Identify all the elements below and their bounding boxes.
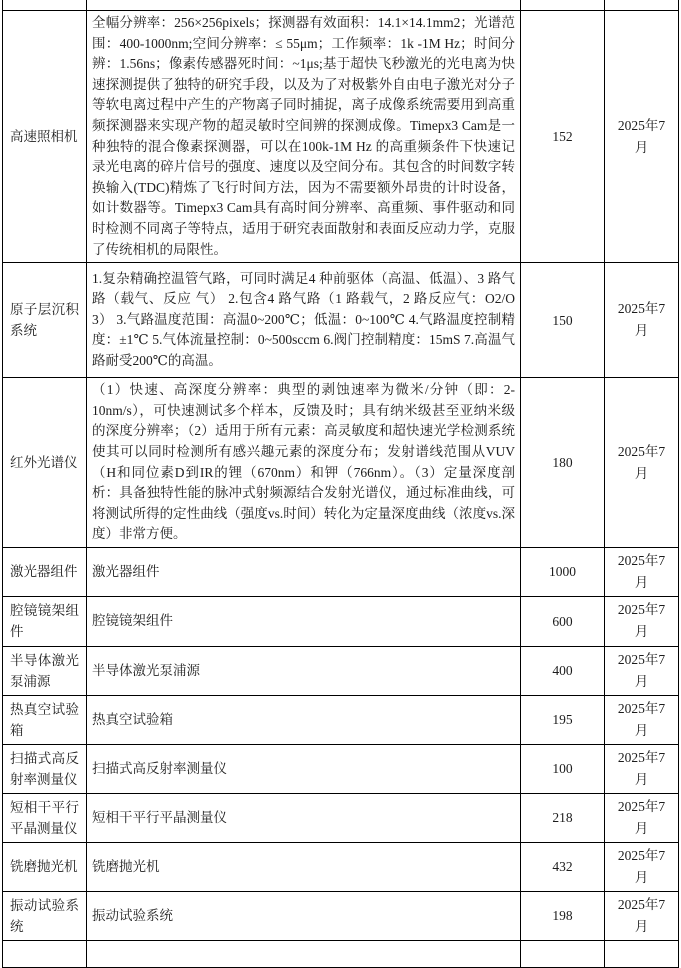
value-cell: 100: [521, 744, 605, 793]
table-row-partial-top: [3, 0, 679, 11]
table-row: [3, 793, 679, 842]
equipment-name-cell: 扫描式高反射率测量仪: [3, 744, 87, 793]
equipment-name-cell: 热真空试验箱: [3, 695, 87, 744]
table-row: [3, 378, 679, 548]
description-cell: 扫描式高反射率测量仪: [87, 744, 521, 793]
description-cell: 1.复杂精确控温管气路，可同时满足4 种前驱体（高温、低温）、3 路气路（载气、反应 气） 2.包含4 路气路（1 路载气，2 路反应气：O2/O 3） 3.气路温度范围：高温0~200℃；低温：0~100℃ 4.气路温度控制精度：±1℃ 5.气体流量控制：0~500sccm 6.阀门控制精度：15mS 7.高温气路耐受200℃的高温。: [87, 263, 521, 378]
table-row: [3, 744, 679, 793]
date-cell: 2025年7月: [605, 842, 679, 891]
description-cell: 热真空试验箱: [87, 695, 521, 744]
description-cell: 腔镜镜架组件: [87, 596, 521, 646]
value-cell: 600: [521, 596, 605, 646]
date-cell: 2025年7月: [605, 596, 679, 646]
description-cell: 短相干平行平晶测量仪: [87, 793, 521, 842]
date-cell: [605, 940, 679, 967]
equipment-name-cell: 铣磨抛光机: [3, 842, 87, 891]
date-cell: 2025年7月: [605, 263, 679, 378]
table-row: [3, 596, 679, 646]
value-cell: [521, 940, 605, 967]
table-row-partial-bottom: [3, 940, 679, 967]
value-cell: 1000: [521, 547, 605, 596]
table-row: [3, 891, 679, 940]
value-cell: 180: [521, 378, 605, 548]
date-cell: 2025年7月: [605, 695, 679, 744]
description-cell: 激光器组件: [87, 547, 521, 596]
value-cell: 198: [521, 891, 605, 940]
equipment-name-cell: 短相干平行平晶测量仪: [3, 793, 87, 842]
equipment-name-cell: 振动试验系统: [3, 891, 87, 940]
equipment-table: [2, 0, 679, 968]
description-cell: 振动试验系统: [87, 891, 521, 940]
description-cell: （1）快速、高深度分辨率：典型的剥蚀速率为微米/分钟（即：2-10nm/s），可快速测试多个样本，反馈及时；具有纳米级甚至亚纳米级的深度分辨率；（2）适用于所有元素：高灵敏度和超快速光学检测系统使其可以同时检测所有感兴趣元素的深度分布；发射谱线范围从VUV（H和同位素D到IR的锂（670nm）和钾（766nm）。（3）定量深度剖析：具备独特性能的脉冲式射频源结合发射光谱仪，通过标准曲线，可将测试所得的定性曲线（强度vs.时间）转化为定量深度曲线（浓度vs.深度）非常方便。: [87, 378, 521, 548]
table-row: [3, 695, 679, 744]
equipment-name-cell: 原子层沉积系统: [3, 263, 87, 378]
table-row: [3, 547, 679, 596]
value-cell: 195: [521, 695, 605, 744]
date-cell: 2025年7月: [605, 646, 679, 695]
table-row: [3, 646, 679, 695]
description-cell: 铣磨抛光机: [87, 842, 521, 891]
value-cell: 400: [521, 646, 605, 695]
equipment-name-cell: 腔镜镜架组件: [3, 596, 87, 646]
date-cell: 2025年7月: [605, 891, 679, 940]
value-cell: 152: [521, 11, 605, 263]
value-cell: 432: [521, 842, 605, 891]
equipment-name-cell: 激光器组件: [3, 547, 87, 596]
equipment-name-cell: 高速照相机: [3, 11, 87, 263]
value-cell: 150: [521, 263, 605, 378]
equipment-name-cell: 红外光谱仪: [3, 378, 87, 548]
description-cell: [87, 940, 521, 967]
date-cell: 2025年7月: [605, 547, 679, 596]
date-cell: 2025年7月: [605, 793, 679, 842]
table-row: [3, 263, 679, 378]
value-cell: 218: [521, 793, 605, 842]
date-cell: 2025年7月: [605, 744, 679, 793]
table-row: [3, 11, 679, 263]
value-cell: [521, 0, 605, 11]
date-cell: [605, 0, 679, 11]
equipment-name-cell: [3, 0, 87, 11]
equipment-name-cell: 半导体激光泵浦源: [3, 646, 87, 695]
equipment-name-cell: [3, 940, 87, 967]
date-cell: 2025年7月: [605, 11, 679, 263]
description-cell: 半导体激光泵浦源: [87, 646, 521, 695]
description-cell: 全幅分辨率：256×256pixels；探测器有效面积：14.1×14.1mm2；光谱范围：400-1000nm;空间分辨率：≤ 55μm；工作频率：1k -1M Hz；时间分辨：1.56ns；像素传感器死时间：~1μs;基于超快飞秒激光的光电离为快速探测提供了独特的研究手段，以及为了对极紫外自由电子激光对分子等软电离过程中产生的产物离子同时捕捉，离子成像系统需要用到高重频探测器来实现产物的超灵敏时空间辨的探测成像。Timepx3 Cam是一种独特的混合像素探测器，可以在100k-1M Hz 的高重频条件下快速记录光电离的碎片信号的强度、速度以及空间分布。其包含的时间数字转换输入(TDC)精炼了飞行时间方法，因为不需要额外昂贵的计时设备，如计数器等。Timepx3 Cam具有高时间分辨率、高重频、事件驱动和同时检测不同离子等特点，适用于研究表面散射和表面反应动力学，克服了传统相机的局限性。: [87, 11, 521, 263]
description-cell: [87, 0, 521, 11]
date-cell: 2025年7月: [605, 378, 679, 548]
table-row: [3, 842, 679, 891]
